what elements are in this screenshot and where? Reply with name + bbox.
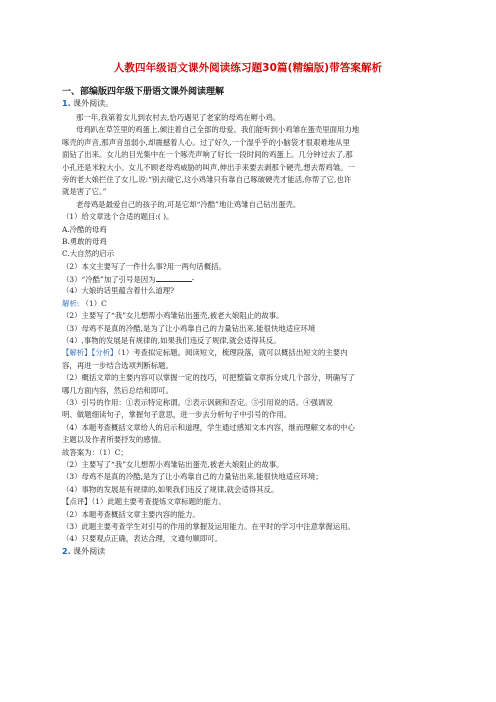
comment-line: （3）此题主要考查学生对引号的作用的掌握及运用能力。在平时的学习中注意掌握运用。 <box>62 521 355 531</box>
comment-line: （4）只要观点正确，表达合理，文通句顺即可。 <box>62 534 222 544</box>
answer-line: （2）主要写了“我”女儿想帮小鸡雏钻出蛋壳,被老大娘阻止的故事。 <box>62 459 284 469</box>
analysis-label: 解析: <box>62 298 80 308</box>
analysis-line: （3）母鸡不是真的冷酷,是为了让小鸡靠自己的力量钻出来,能很快地适应环境 <box>62 323 316 333</box>
detail-text: （1）考查拟定标题。阅读短文，梳理段落，就可以概括出短文的主要内 <box>117 348 348 358</box>
option-b: B.勇敢的母鸡 <box>62 236 107 246</box>
answer-line: （4）事物的发展是有规律的,如果我们违反了规律,就会适得其反。 <box>62 484 279 494</box>
question-line: （2）本文主要写了一件什么事?用一两句话概括。 <box>62 261 226 271</box>
analysis-first: （1）C <box>81 298 107 308</box>
detail-line: 哪几方面内容，然后总结和即可。 <box>62 385 173 395</box>
passage-line: 小孔还是米粒大小。女儿不顾老母鸡威胁的叫声,伸出手来要去剥那个硬壳,想去帮鸡雏。一 <box>62 162 355 172</box>
passage-line: 面钻了出来。女儿的目光集中在一个啄壳声响了好长一段时间的鸡蛋上。几分钟过去了,那 <box>62 150 353 160</box>
detail-line: （4）本题考查概括文章给人的启示和道理，学生通过感知文本内容，继而理解文本的中心 <box>62 422 355 432</box>
question-2-label: 课外阅读 <box>73 546 106 556</box>
detail-line: 明、做题细读句子，掌握句子意思，进一步去分析句子中引号的作用。 <box>62 410 292 420</box>
question-line: （4）大娘的话里蕴含着什么道理? <box>62 286 175 296</box>
question-2-number: 2. <box>62 546 71 556</box>
question-3-text: （3）“冷酷”加了引号是因为 <box>62 275 156 285</box>
question-1-body <box>62 112 432 558</box>
option-c: C.大自然的启示 <box>62 249 115 259</box>
option-a: A.冷酷的母鸡 <box>62 224 107 234</box>
passage-line: 母鸡趴在草笠里的鸡蛋上,倾注着自己全部的母爱。我们能听到小鸡雏在蛋壳里面用力地 <box>76 125 360 135</box>
analysis-line: （2）主要写了“我”女儿想帮小鸡雏钻出蛋壳,被老大娘阻止的故事。 <box>62 311 284 321</box>
analysis-line <box>62 298 432 310</box>
comment-text: （1）此题主要考查提炼文章标题的能力。 <box>91 497 226 507</box>
passage-line: 旁的老大娘拦住了女儿,说:“别去碰它,这小鸡雏只有靠自己啄破硬壳才能活,你帮了它,也许 <box>62 174 352 184</box>
question-1-number: 1. <box>62 99 71 108</box>
question-1-label: 课外阅读。 <box>73 99 114 108</box>
passage-line: 就是害了它。” <box>62 187 107 197</box>
passage-line: 老母鸡是最爱自己的孩子的,可是它却“冷酷”地让鸡雏自己钻出蛋壳。 <box>76 199 301 209</box>
analysis-line: （4）,事物的发展是有规律的,如果我们违反了规律,就会适得其反。 <box>62 336 281 346</box>
detail-line: （3）引号的作用：①表示特定称谓。②表示讽刺和否定。③引用说的话。④强调说 <box>62 397 333 407</box>
detail-line <box>62 347 432 359</box>
comment-line: （2）本题考查概括文章主要内容的能力。 <box>62 509 200 519</box>
detail-tag: 【解析】【分析】 <box>62 348 118 358</box>
detail-line: 容，再进一步结合选项判断标题。 <box>62 360 173 370</box>
question-2-heading <box>62 546 432 558</box>
question-line: （3）“冷酷”加了引号是因为 - <box>62 275 195 285</box>
passage-line: 那一年,我第着女儿到农村去,恰巧遇见了老家的母鸡在孵小鸡。 <box>76 113 281 122</box>
detail-line: （2）概括文章的主要内容可以掌握一定的技巧，可把整篇文章拆分成几个部分，明确写了 <box>62 373 355 383</box>
question-line: （1）给文章选个合适的题目:( )。 <box>62 212 174 222</box>
passage-line: 啄壳的声音,那声音虽弱小,却震撼着人心。过了好久,一个湿乎乎的小脑袋才很艰难地从里 <box>62 137 350 147</box>
detail-line: 主题以及作者所要抒发的感情。 <box>62 435 166 445</box>
section-heading: 一、部编版四年级下册语文课外阅读理解 <box>62 87 225 97</box>
answer-blank <box>156 273 192 282</box>
comment-line <box>62 496 432 508</box>
answer-line: （3）母鸡不是真的冷酷,是为了让小鸡靠自己的力量钻出来,能很快地适应环境； <box>62 472 323 482</box>
comment-tag: 【点评】 <box>62 497 92 507</box>
answer-label: 故答案为：（1）C； <box>62 447 128 457</box>
question-1-heading <box>62 98 113 109</box>
document-title: 人教四年级语文课外阅读练习题30篇(精编版)带答案解析 <box>113 62 383 74</box>
